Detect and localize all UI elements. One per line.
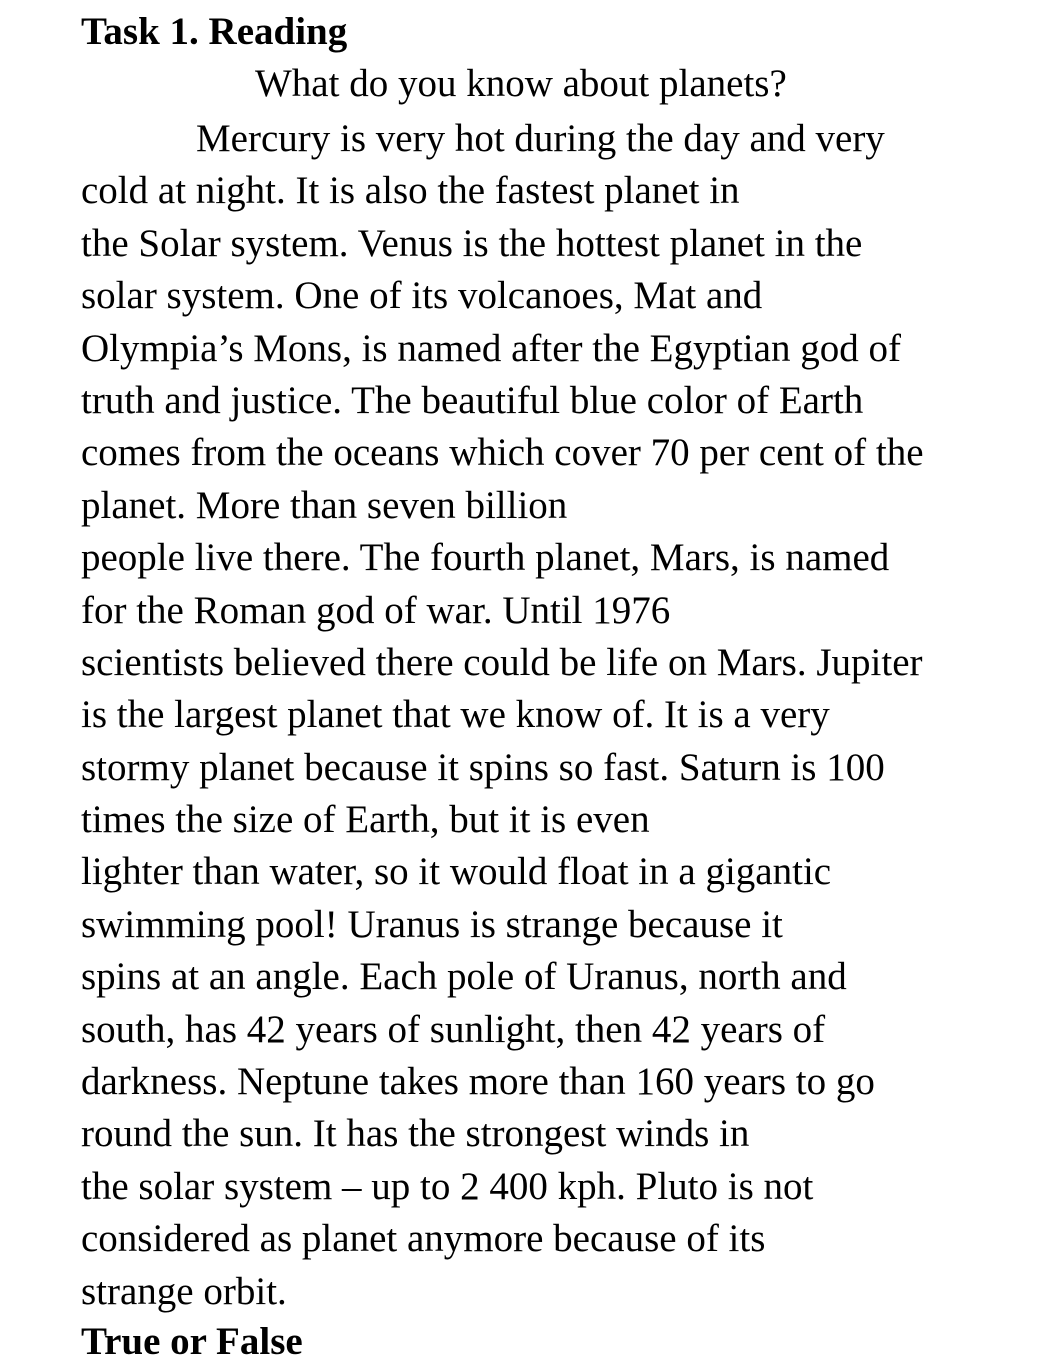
passage-line: Mercury is very hot during the day and very	[196, 117, 885, 160]
passage-line: cold at night. It is also the fastest planet in	[81, 169, 740, 213]
section-heading: True or False	[81, 1320, 303, 1355]
passage-line: truth and justice. The beautiful blue color of Earth	[81, 378, 864, 422]
passage-line: lighter than water, so it would float in a gigantic	[81, 850, 832, 894]
passage-line: round the sun. It has the strongest winds in	[81, 1112, 750, 1156]
passage-line: considered as planet anymore because of its	[81, 1217, 766, 1261]
passage-line: for the Roman god of war. Until 1976	[81, 588, 671, 632]
passage-line: is the largest planet that we know of. It is a very	[81, 693, 830, 737]
reading-passage	[81, 113, 1041, 1318]
passage-line: Olympia’s Mons, is named after the Egyptian god of	[81, 326, 901, 370]
passage-line: people live there. The fourth planet, Mars, is named	[81, 536, 890, 580]
passage-line: times the size of Earth, but it is even	[81, 798, 650, 842]
passage-line: the solar system – up to 2 400 kph. Pluto is not	[81, 1164, 814, 1208]
passage-line: solar system. One of its volcanoes, Mat and	[81, 274, 763, 318]
passage-line: the Solar system. Venus is the hottest planet in the	[81, 221, 863, 265]
passage-line: planet. More than seven billion	[81, 483, 568, 527]
passage-line: strange orbit.	[81, 1269, 287, 1313]
passage-line: comes from the oceans which cover 70 per cent of the	[81, 431, 924, 475]
passage-line: scientists believed there could be life on Mars. Jupiter	[81, 640, 923, 684]
passage-title: What do you know about planets?	[255, 62, 787, 105]
passage-line: spins at an angle. Each pole of Uranus, north and	[81, 955, 847, 999]
passage-line: darkness. Neptune takes more than 160 years to go	[81, 1060, 875, 1104]
task-heading: Task 1. Reading	[81, 10, 348, 53]
passage-line: stormy planet because it spins so fast. Saturn is 100	[81, 745, 885, 789]
passage-line: south, has 42 years of sunlight, then 42 years of	[81, 1007, 826, 1051]
passage-line: swimming pool! Uranus is strange because it	[81, 902, 783, 946]
